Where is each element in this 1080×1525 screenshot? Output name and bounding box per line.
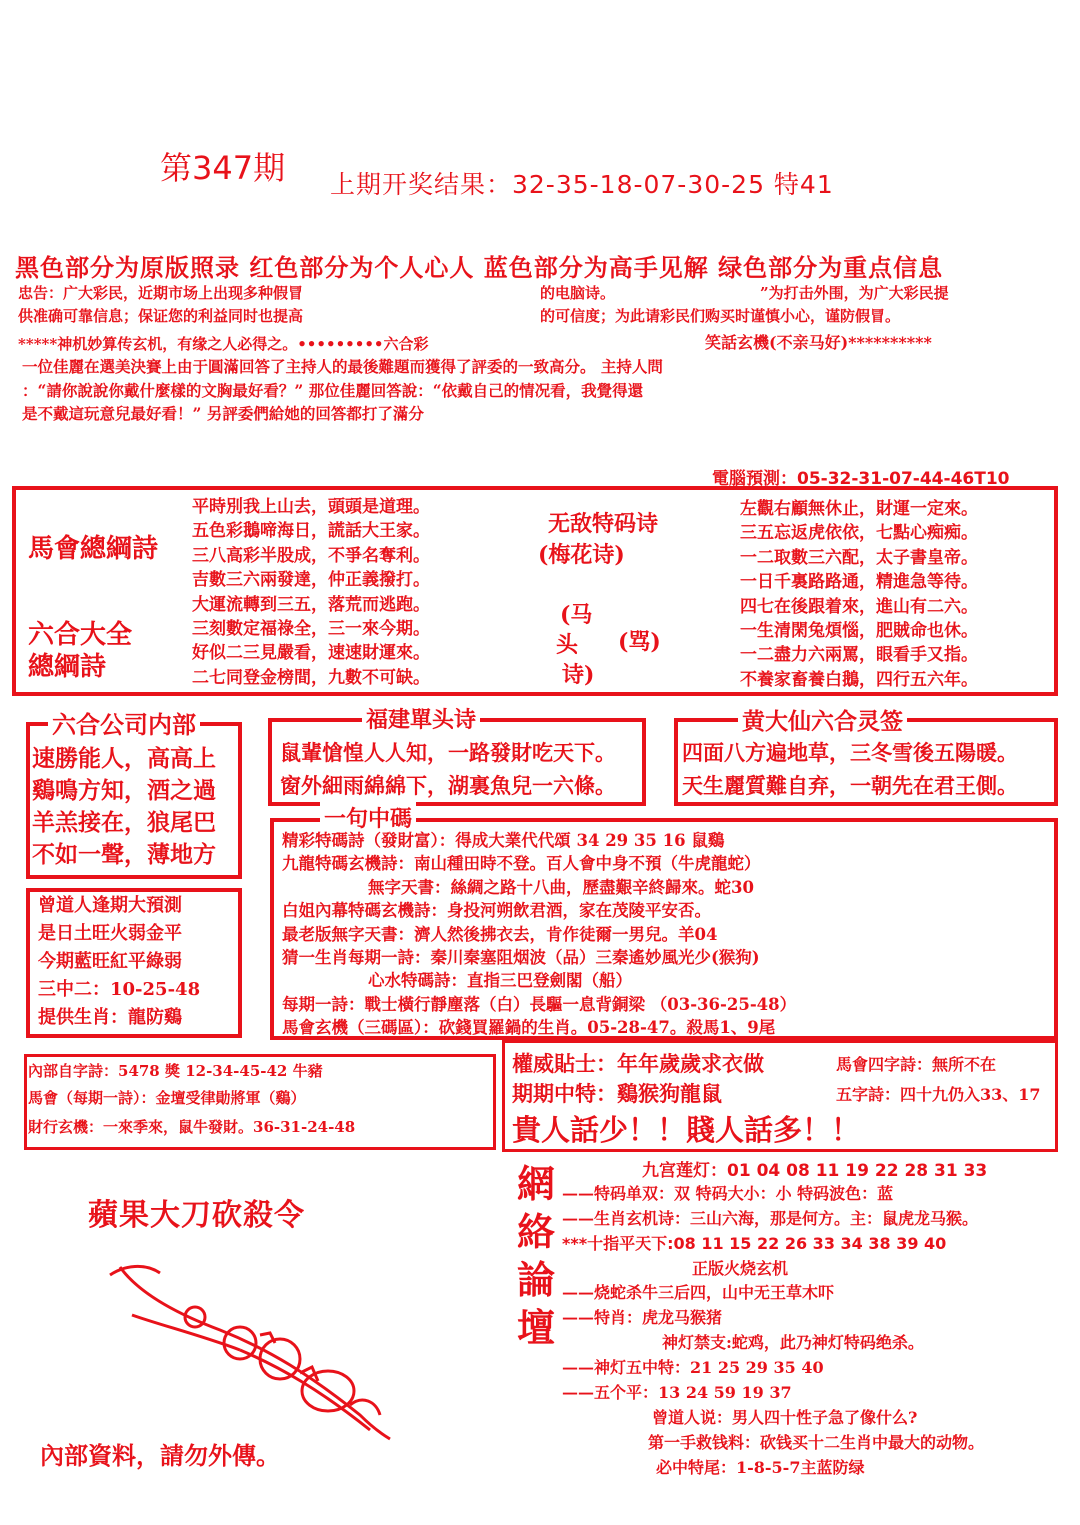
notice-line1c: ”为打击外围，为广大彩民提 [760, 284, 949, 302]
mid-c2: 头 [556, 632, 579, 658]
horse-four-char: 馬會四字詩：無所不在 [836, 1055, 997, 1074]
every-issue-special: 期期中特：鷄猴狗龍鼠 [512, 1081, 722, 1106]
zeng-line: 提供生肖：龍防鷄 [38, 1007, 182, 1028]
forum-line: ——特码单双：双 特码大小：小 特码波色：蓝 [562, 1184, 894, 1203]
forum-char: 網 [516, 1161, 555, 1206]
notice-line2a: 供准确可靠信息；保证您的利益同时也提高 [18, 307, 304, 325]
mid-c1: (马 [560, 602, 593, 628]
yiju-line: 白姐內幕特碼玄機詩：身投河朔飲君酒，家在茂陵平安否。 [282, 901, 711, 921]
yiju-line: 心水特碼詩：直指三巴登劍閣（船） [368, 971, 632, 991]
forum-line: ——生肖玄机诗：三山六海，那是何方。主：鼠虎龙马猴。 [562, 1209, 979, 1228]
company-line: 鷄鳴方知，酒之過 [32, 777, 216, 804]
poem-line: 一日千裏路路通，精進急等待。 [740, 572, 978, 593]
poem-line: 一二取數三六配，太子書皇帝。 [740, 547, 978, 568]
poem-lines-left [192, 495, 430, 690]
mid-c3: 诗) [562, 662, 595, 688]
poem-left-title3: 總綱詩 [28, 652, 107, 682]
legend-line: 黑色部分为原版照录 红色部分为个人心人 蓝色部分为高手见解 绿色部分为重点信息 [15, 254, 944, 282]
poem-line: 大運流轉到三五，落荒而逃跑。 [192, 594, 430, 615]
forum-line: ——五个平：13 24 59 19 37 [562, 1383, 792, 1402]
company-line: 不如一聲，薄地方 [32, 841, 216, 868]
poem-line: 三五忘返虎依依，七點心痴痴。 [740, 523, 978, 544]
poem-line: 二七同登金榜間，九數不可缺。 [192, 667, 430, 688]
slogan: 貴人話少！！賤人話多！！ [512, 1113, 861, 1147]
poem-line: 吉數三六兩發達，仲正義撥打。 [192, 570, 430, 591]
zeng-lines [38, 892, 200, 1032]
zeng-line: 曾道人逢期大預測 [38, 895, 182, 916]
joke-left: *****神机妙算传玄机，有缘之人必得之。•••••••••六合彩 [18, 335, 429, 353]
poem-line: 不養家畜養白鵝，四行五六年。 [740, 669, 978, 690]
poem-line: 一二盡力六兩罵，眼看手又指。 [740, 645, 978, 666]
joke-line3: 是不戴這玩意兒最好看！” 另評委們給她的回答都打了滿分 [22, 404, 424, 423]
notice-line2b: 的可信度；为此请彩民们购买时谨慎小心，谨防假冒。 [540, 307, 901, 325]
company-line: 速勝能人，高高上 [32, 745, 216, 772]
yiju-line: 猜一生肖每期一詩：秦川秦塞阻烟波（品）三秦遙妙風光少(猴狗) [282, 948, 760, 968]
notice-line1a: 忠告：广大彩民，近期市场上出现多种假冒 [18, 284, 304, 302]
zeng-line: 是日土旺火弱金平 [38, 923, 182, 944]
yiju-line: 最老版無字天書：濟人然後拂衣去，肯作徒爾一男兒。羊04 [282, 924, 718, 944]
poem-line: 四七在後跟着來，進山有二六。 [740, 596, 978, 617]
poem-line: 五色彩鵝啼海日，謊話大王家。 [192, 521, 430, 542]
poem-line: 左觀右顧無休止，財運一定來。 [740, 499, 978, 519]
company-line: 羊羔接在，狼尾巴 [32, 809, 216, 836]
yiju-line: 馬會玄機（三碼區）：砍錢買羅鍋的生肖。05-28-47。殺馬1、9尾 [282, 1018, 776, 1038]
poem-line: 好似二三見嚴看，速速財運來。 [192, 643, 430, 664]
forum-line: ——特肖：虎龙马猴猪 [562, 1308, 723, 1327]
forum-line: 神灯禁支:蛇鸡，此乃神灯特码绝杀。 [662, 1333, 924, 1352]
fujian-title: 福建單头诗 [362, 703, 480, 734]
forum-line: ——烧蛇杀牛三后四，山中无王草木吓 [562, 1283, 835, 1302]
last-result: 上期开奖结果：32-35-18-07-30-25 特41 [330, 170, 834, 199]
mid-c4: (骂) [618, 629, 661, 655]
forum-line: 九宫莲灯：01 04 08 11 19 22 28 31 33 [642, 1161, 988, 1181]
joke-right: 笑話玄機(不亲马好)********** [705, 333, 932, 352]
yiju-line: 每期一詩：戰士橫行靜塵落（白）長驅一息背銅梁 （03-36-25-48） [282, 994, 797, 1014]
yiju-lines [282, 829, 796, 1040]
poem-line: 平時別我上山去，頭頭是道理。 [192, 497, 430, 517]
poem-line: 三刻數定福祿全，三一來今期。 [192, 619, 430, 640]
fujian-line1: 鼠輩愴惶人人知，一路發財吃天下。 [280, 740, 616, 765]
poem-left-title2: 六合大全 [28, 620, 133, 650]
apple-title: 蘋果大刀砍殺令 [88, 1198, 305, 1233]
forum-line: 曾道人说：男人四十性子急了像什么? [652, 1408, 918, 1427]
zeng-line: 三中二：10-25-48 [38, 979, 201, 1000]
mid-title1: 无敌特码诗 [548, 511, 659, 537]
forum-line: ——神灯五中特：21 25 29 35 40 [562, 1358, 824, 1377]
internal-notice: 內部資料，請勿外傳。 [40, 1441, 280, 1470]
issue-number: 第347期 [160, 149, 286, 187]
yiju-title: 一句中碼 [320, 802, 416, 833]
joke-line2: ：“請你說說你戴什麼樣的文胸最好看？” 那位佳麗回答說：“依戴自己的情况看，我覺得還 [22, 381, 644, 400]
zeng-line: 今期藍旺紅平綠弱 [38, 951, 182, 972]
notice-line1b: 的电脑诗。 [540, 284, 616, 302]
forum-char: 壇 [516, 1305, 555, 1350]
yiju-line: 九龍特碼玄機詩：南山種田時不登。百人會中身不預（牛虎龍蛇） [282, 854, 761, 874]
five-char-poem: 五字詩：四十九仍入33、17 [836, 1085, 1041, 1104]
forum-vertical-title [512, 1160, 560, 1352]
poem-left-title1: 馬會總綱詩 [28, 534, 159, 564]
huang-line2: 天生麗質難自弃，一朝先在君王側。 [682, 773, 1018, 798]
huang-title: 黄大仙六合灵签 [738, 703, 907, 736]
forum-line: 第一手救钱料：砍钱买十二生肖中最大的动物。 [648, 1433, 985, 1452]
poem-lines-right [740, 497, 978, 692]
mid-left-line3: 財行玄機：一來季來，鼠牛發財。36-31-24-48 [28, 1118, 356, 1136]
mid-left-line1: 內部自字詩：5478 獎 12-34-45-42 牛豬 [28, 1062, 323, 1080]
forum-line: 正版火烧玄机 [692, 1259, 789, 1278]
forum-line: 必中特尾：1-8-5-7主蓝防绿 [656, 1458, 865, 1477]
fujian-line2: 窗外細雨綿綿下，湖裏魚兒一六條。 [280, 773, 616, 798]
joke-line1: 一位佳麗在選美決賽上由于圓滿回答了主持人的最後難題而獲得了評委的一致高分。 主持人問 [22, 357, 663, 376]
poem-line: 三八高彩半股成，不爭名奪利。 [192, 545, 430, 566]
poem-line: 一生清閑兔煩惱，肥賊命也休。 [740, 621, 978, 642]
mid-left-line2: 馬會（每期一詩）：金壇受律勛將軍（鷄） [28, 1089, 306, 1107]
apple-knife-illustration [100, 1255, 400, 1445]
computer-prediction: 電腦預測：05-32-31-07-44-46T10 [712, 469, 1010, 489]
mid-title2: (梅花诗) [538, 542, 625, 568]
huang-line1: 四面八方遍地草，三冬雪後五陽暖。 [682, 740, 1018, 765]
company-title: 六合公司内部 [48, 705, 200, 740]
yiju-line: 無字天書：絲綢之路十八曲，歷盡艱辛終歸來。蛇30 [368, 877, 754, 897]
authority-tip: 權威貼士：年年歲歲求衣做 [512, 1051, 764, 1076]
yiju-line: 精彩特碼詩（發財富）：得成大業代代頌 34 29 35 16 鼠鷄 [282, 831, 725, 850]
forum-line: ***十指平天下:08 11 15 22 26 33 34 38 39 40 [562, 1234, 947, 1253]
company-lines [32, 743, 216, 871]
forum-char: 絡 [516, 1209, 555, 1254]
forum-char: 論 [516, 1257, 555, 1302]
